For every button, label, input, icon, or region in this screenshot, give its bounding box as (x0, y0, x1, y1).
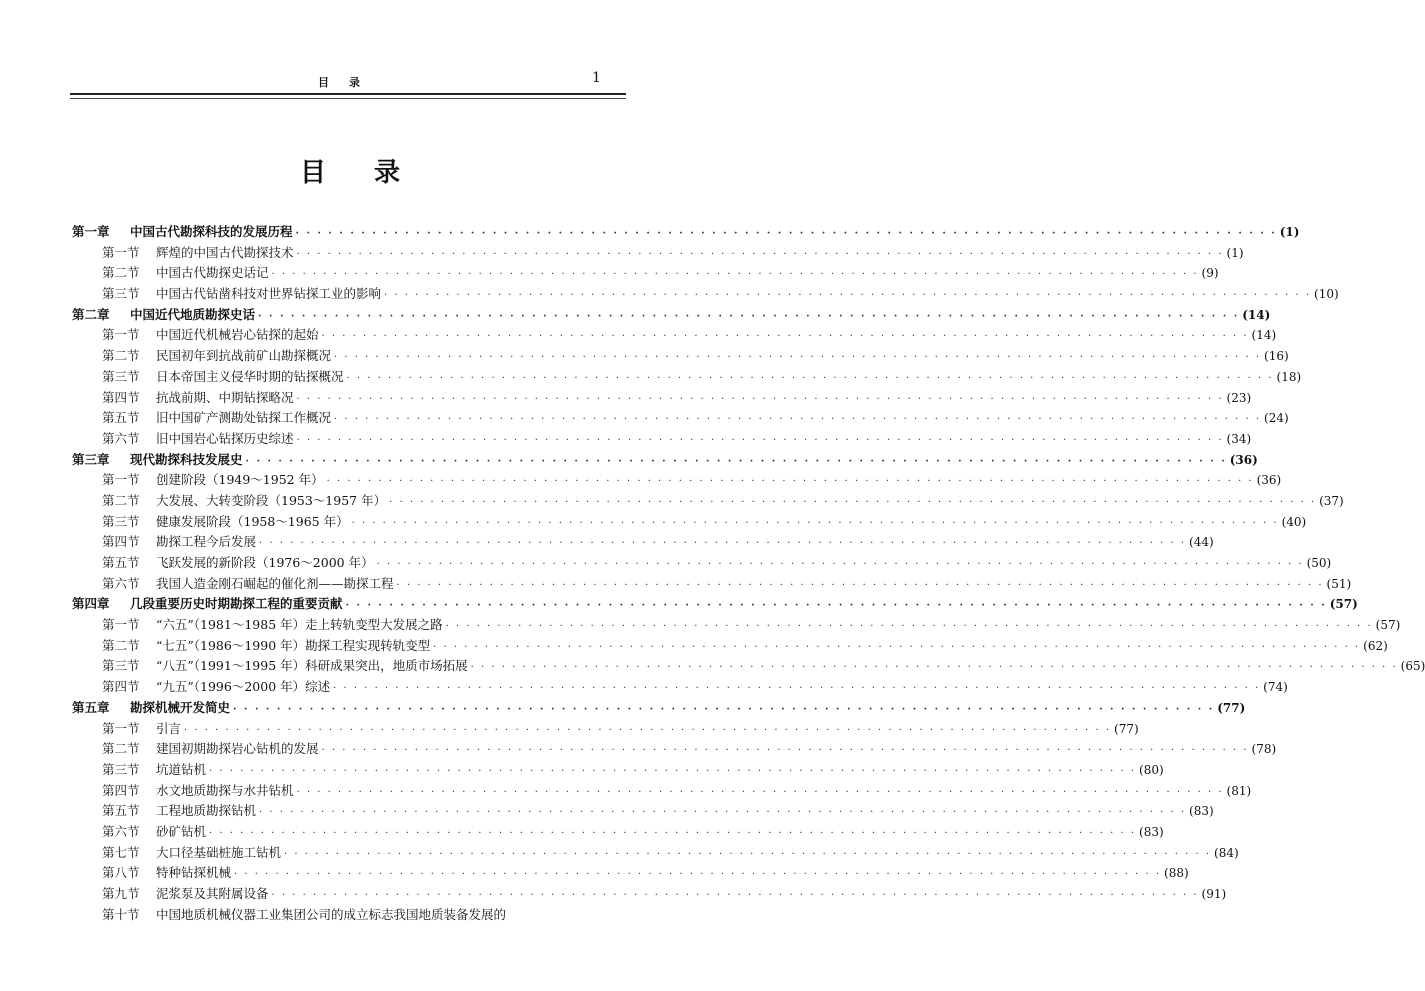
toc-entry-title: 辉煌的中国古代勘探技术 (156, 244, 294, 260)
dot-leader: · · · · · · · · · · · · · · · · · · · · · · · · · · · · · · · · · · · · · · · · · · · · · · · · · · · · · · · · · · · · · · · · · · · · · · · · · · · · · · · · · · · · · · · · · · (346, 372, 1274, 384)
toc-entry-number: 第一节 (102, 617, 140, 633)
toc-entry-title: 中国地质机械仪器工业集团公司的成立标志我国地质装备发展的 (156, 906, 507, 922)
dot-leader: · · · · · · · · · · · · · · · · · · · · · · · · · · · · · · · · · · · · · · · · · · · · · · · · · · · · · · · · · · · · · · · · · · · · · · · · · · · · · · · · · · · · · · · · · · (295, 228, 1277, 239)
toc-chapter-row[interactable] (72, 450, 1258, 471)
toc-entry-number: 第五节 (102, 410, 140, 426)
toc-entry-number: 第三章 (72, 451, 110, 467)
toc-page-number: (44) (1189, 535, 1214, 550)
dot-leader: · · · · · · · · · · · · · · · · · · · · · · · · · · · · · · · · · · · · · · · · · · · · · · · · · · · · · · · · · · · · · · · · · · · · · · · · · · · · · · · · · · · · · · · · · · (296, 434, 1224, 446)
page-title: 目 录 (299, 158, 401, 188)
toc-entry-number: 第八节 (102, 865, 140, 881)
toc-page-number: (57) (1329, 597, 1358, 612)
toc-section-row[interactable] (72, 822, 1164, 843)
toc-entry-title: 中国古代勘探史话记 (156, 265, 269, 281)
dot-leader: · · · · · · · · · · · · · · · · · · · · · · · · · · · · · · · · · · · · · · · · · · · · · · · · · · · · · · · · · · · · · · · · · · · · · · · · · · · · · · · · · · · · · · · · · · (389, 496, 1317, 508)
toc-page-number: (10) (1314, 287, 1339, 302)
toc-entry-title: 坑道钻机 (156, 761, 207, 777)
toc-section-row[interactable] (72, 739, 1277, 760)
toc-entry-title: 几段重要历史时期勘探工程的重要贡献 (130, 596, 343, 612)
toc-chapter-row[interactable] (72, 222, 1300, 243)
toc-entry-number: 第一节 (102, 327, 140, 343)
toc-page-number: (1) (1279, 225, 1300, 239)
toc-entry-number: 第七节 (102, 844, 140, 860)
toc-entry-number: 第六节 (102, 575, 140, 591)
toc-entry-title: 勘探工程今后发展 (156, 534, 257, 550)
dot-leader: · · · · · · · · · · · · · · · · · · · · · · · · · · · · · · · · · · · · · · · · · · · · · · · · · · · · · · · · · · · · · · · · · · · · · · · · · · · · · · · · · · · · · · · · · · (209, 827, 1137, 839)
toc-section-row[interactable] (72, 801, 1214, 822)
toc-entry-title: 健康发展阶段（1958～1965 年） (156, 513, 349, 529)
dot-leader: · · · · · · · · · · · · · · · · · · · · · · · · · · · · · · · · · · · · · · · · · · · · · · · · · · · · · · · · · · · · · · · · · · · · · · · · · · · · · · · · · · · · · · · · · · (396, 579, 1324, 591)
toc-entry-title: 大口径基础桩施工钻机 (156, 844, 282, 860)
toc-entry-title: 创建阶段（1949～1952 年） (156, 472, 324, 488)
dot-leader: · · · · · · · · · · · · · · · · · · · · · · · · · · · · · · · · · · · · · · · · · · · · · · · · · · · · · · · · · · · · · · · · · · · · · · · · · · · · · · · · · · · · · · · · · · (271, 269, 1199, 281)
dot-leader: · · · · · · · · · · · · · · · · · · · · · · · · · · · · · · · · · · · · · · · · · · · · · · · · · · · · · · · · · · · · · · · · · · · · · · · · · · · · · · · · · · · · · · · · · · (445, 621, 1373, 633)
toc-entry-number: 第五节 (102, 555, 140, 570)
toc-entry-number: 第二章 (72, 306, 110, 322)
dot-leader: · · · · · · · · · · · · · · · · · · · · · · · · · · · · · · · · · · · · · · · · · · · · · · · · · · · · · · · · · · · · · · · · · · · · · · · · · · · · · · · · · · · · · · · · · · (433, 641, 1361, 653)
running-title: 目 录 (318, 76, 362, 89)
toc-entry-number: 第四节 (102, 534, 140, 550)
toc-entry-number: 第三节 (102, 513, 140, 529)
dot-leader: · · · · · · · · · · · · · · · · · · · · · · · · · · · · · · · · · · · · · · · · · · · · · · · · · · · · · · · · · · · · · · · · · · · · · · · · · · · · · · · · · · · · · · · · · · (209, 765, 1137, 777)
toc-entry-title: 特种钻探机械 (156, 865, 232, 881)
dot-leader: · · · · · · · · · · · · · · · · · · · · · · · · · · · · · · · · · · · · · · · · · · · · · · · · · · · · · · · · · · · · · · · · · · · · · · · · · · · · · · · · · · · · · · · · · · (284, 848, 1212, 860)
toc-page-number: (57) (1375, 618, 1401, 633)
toc-section-row[interactable] (72, 367, 1302, 388)
toc-section-row[interactable] (72, 615, 1401, 636)
toc-section-row[interactable] (72, 781, 1252, 802)
toc-entry-title: 日本帝国主义侵华时期的钻探概况 (156, 368, 344, 384)
toc-section-row[interactable] (72, 656, 1425, 677)
toc-section-row[interactable] (72, 263, 1219, 284)
toc-entry-number: 第二节 (102, 348, 140, 364)
toc-page-number: (23) (1226, 390, 1252, 405)
toc-entry-title: 勘探机械开发简史 (130, 699, 231, 715)
toc-section-row[interactable] (72, 677, 1288, 698)
toc-entry-number: 第四章 (72, 596, 110, 612)
toc-entry-title: 砂矿钻机 (156, 823, 207, 839)
toc-page-number: (51) (1326, 576, 1352, 591)
toc-entry-title: 水文地质勘探与水井钻机 (156, 782, 294, 798)
toc-entry-title: 飞跃发展的新阶段（1976～2000 年） (156, 555, 374, 570)
toc-section-row[interactable] (72, 491, 1344, 512)
dot-leader: · · · · · · · · · · · · · · · · · · · · · · · · · · · · · · · · · · · · · · · · · · · · · · · · · · · · · · · · · · · · · · · · · · · · · · · · · · · · · · · · · · · · · · · · · · (258, 310, 1240, 322)
toc-entry-number: 第二节 (102, 265, 140, 281)
toc-entry-number: 第一节 (102, 472, 140, 488)
toc-section-row[interactable] (72, 636, 1388, 657)
dot-leader: · · · · · · · · · · · · · · · · · · · · · · · · · · · · · · · · · · · · · · · · · · · · · · · · · · · · · · · · · · · · · · · · · · · · · · · · · · · · · · · · · · · · · · · · · · (271, 890, 1199, 901)
toc-entry-title: “八五”（1991～1995 年）科研成果突出，地质市场拓展 (156, 658, 468, 674)
dot-leader: · · · · · · · · · · · · · · · · · · · · · · · · · · · · · · · · · · · · · · · · · · · · · · · · · · · · · · · · · · · · · · · · · · · · · · · · · · · · · · · · · · · · · · · · · · (321, 331, 1249, 343)
dot-leader: · · · · · · · · · · · · · · · · · · · · · · · · · · · · · · · · · · · · · · · · · · · · · · · · · · · · · · · · · · · · · · · · · · · · · · · · · · · · · · · · · · · · · · · · · · (384, 290, 1312, 302)
toc-page-number: (50) (1306, 556, 1332, 570)
toc-entry-title: “九五”（1996～2000 年）综述 (156, 679, 331, 695)
toc-entry-number: 第六节 (102, 430, 140, 446)
toc-entry-number: 第二节 (102, 637, 140, 653)
dot-leader: · · · · · · · · · · · · · · · · · · · · · · · · · · · · · · · · · · · · · · · · · · · · · · · · · · · · · · · · · · · · · · · · · · · · · · · · · · · · · · · · · · · · · · · · · · (233, 703, 1215, 715)
toc-entry-title: “六五”（1981～1985 年）走上转轨变型大发展之路 (156, 617, 443, 633)
dot-leader: · · · · · · · · · · · · · · · · · · · · · · · · · · · · · · · · · · · · · · · · · · · · · · · · · · · · · · · · · · · · · · · · · · · · · · · · · · · · · · · · · · · · · · · · · · (326, 476, 1254, 488)
toc-entry-title: 工程地质勘探钻机 (156, 803, 257, 819)
toc-section-row[interactable] (72, 843, 1239, 864)
dot-leader: · · · · · · · · · · · · · · · · · · · · · · · · · · · · · · · · · · · · · · · · · · · · · · · · · · · · · · · · · · · · · · · · · · · · · · · · · · · · · · · · · · · · · · · · · · (296, 248, 1224, 260)
toc-entry-number: 第一章 (72, 224, 110, 239)
toc-entry-title: 我国人造金刚石崛起的催化剂——勘探工程 (156, 575, 394, 591)
toc-entry-title: 建国初期勘探岩心钻机的发展 (156, 741, 319, 757)
dot-leader: · · · · · · · · · · · · · · · · · · · · · · · · · · · · · · · · · · · · · · · · · · · · · · · · · · · · · · · · · · · · · · · · · · · · · · · · · · · · · · · · · · · · · · · · · · (334, 352, 1262, 364)
toc-entry-number: 第二节 (102, 492, 140, 508)
toc-entry-number: 第五节 (102, 803, 140, 819)
toc-entry-title: 大发展、大转变阶段（1953～1957 年） (156, 492, 387, 508)
toc-section-row[interactable] (72, 884, 1227, 905)
toc-page-number: (84) (1214, 845, 1239, 860)
toc-entry-number: 第四节 (102, 679, 140, 695)
running-header (0, 70, 700, 90)
toc-section-row[interactable] (72, 408, 1289, 429)
toc-entry-title: 现代勘探科技发展史 (130, 451, 243, 467)
toc-entry-title: 旧中国岩心钻探历史综述 (156, 430, 294, 446)
toc-page-number: (36) (1256, 473, 1282, 488)
dot-leader: · · · · · · · · · · · · · · · · · · · · · · · · · · · · · · · · · · · · · · · · · · · · · · · · · · · · · · · · · · · · · · · · · · · · · · · · · · · · · · · · · · · · · · · · · · (345, 600, 1327, 612)
toc-section-row[interactable] (72, 243, 1244, 264)
toc-section-row[interactable] (72, 429, 1252, 450)
toc-page-number: (24) (1264, 411, 1289, 426)
dot-leader: · · · · · · · · · · · · · · · · · · · · · · · · · · · · · · · · · · · · · · · · · · · · · · · · · · · · · · · · · · · · · · · · · · · · · · · · · · · · · · · · · · · · · · · · · · (259, 807, 1187, 819)
toc-page-number: (91) (1201, 887, 1227, 901)
toc-page-number: (78) (1251, 742, 1277, 757)
toc-page-number: (34) (1226, 431, 1252, 446)
toc-entry-number: 第五章 (72, 699, 110, 715)
toc-section-row[interactable] (72, 760, 1164, 781)
dot-leader: · · · · · · · · · · · · · · · · · · · · · · · · · · · · · · · · · · · · · · · · · · · · · · · · · · · · · · · · · · · · · · · · · · · · · · · · · · · · · · · · · · · · · · · · · · (296, 393, 1224, 405)
toc-page-number: (62) (1363, 638, 1388, 653)
toc-entry-title: 民国初年到抗战前矿山勘探概况 (156, 348, 332, 364)
toc-section-row[interactable] (72, 512, 1307, 533)
toc-page-number: (14) (1242, 307, 1271, 322)
dot-leader: · · · · · · · · · · · · · · · · · · · · · · · · · · · · · · · · · · · · · · · · · · · · · · · · · · · · · · · · · · · · · · · · · · · · · · · · · · · · · · · · · · · · · · · · · · (259, 538, 1187, 550)
toc-entry-number: 第三节 (102, 368, 140, 384)
toc-page-number: (83) (1189, 804, 1214, 819)
toc-page-number: (36) (1229, 452, 1258, 467)
toc-section-row[interactable] (72, 553, 1332, 574)
toc-section-row[interactable] (72, 719, 1139, 740)
toc-page-number: (81) (1226, 783, 1252, 798)
toc-section-row[interactable] (72, 346, 1289, 367)
toc-page-number: (16) (1264, 349, 1289, 364)
toc-page-number: (1) (1226, 245, 1244, 260)
toc-entry-number: 第一节 (102, 720, 140, 736)
toc-page-number: (77) (1217, 700, 1246, 715)
toc-entry-number: 第三节 (102, 658, 140, 674)
dot-leader: · · · · · · · · · · · · · · · · · · · · · · · · · · · · · · · · · · · · · · · · · · · · · · · · · · · · · · · · · · · · · · · · · · · · · · · · · · · · · · · · · · · · · · · · · · (184, 724, 1112, 736)
dot-leader: · · · · · · · · · · · · · · · · · · · · · · · · · · · · · · · · · · · · · · · · · · · · · · · · · · · · · · · · · · · · · · · · · · · · · · · · · · · · · · · · · · · · · · · · · · (351, 517, 1279, 529)
toc-chapter-row[interactable] (72, 698, 1246, 719)
toc-page-number: (37) (1319, 493, 1344, 508)
toc-page-number: (40) (1281, 514, 1307, 529)
toc-page-number: (77) (1114, 721, 1139, 736)
toc-page-number: (80) (1139, 762, 1164, 777)
toc-section-row[interactable] (72, 863, 1189, 884)
toc-page-number: (88) (1164, 866, 1189, 881)
dot-leader: · · · · · · · · · · · · · · · · · · · · · · · · · · · · · · · · · · · · · · · · · · · · · · · · · · · · · · · · · · · · · · · · · · · · · · · · · · · · · · · · · · · · · · · · · · (470, 662, 1398, 674)
header-rule-thick (70, 93, 626, 95)
toc-entry-number: 第四节 (102, 782, 140, 798)
toc-chapter-row[interactable] (72, 594, 1358, 615)
toc-entry-number: 第四节 (102, 389, 140, 405)
toc-entry-title: 中国近代地质勘探史话 (130, 306, 256, 322)
toc-entry-title: “七五”（1986～1990 年）勘探工程实现转轨变型 (156, 637, 431, 653)
toc-entry-title: 引言 (156, 720, 182, 736)
toc-section-row[interactable] (72, 905, 624, 926)
toc-section-row[interactable] (72, 574, 1352, 595)
toc-entry-title: 中国古代钻凿科技对世界钻探工业的影响 (156, 286, 382, 302)
toc-entry-number: 第三节 (102, 761, 140, 777)
dot-leader: · · · · · · · · · · · · · · · · · · · · · · · · · · · · · · · · · · · · · · · · · · · · · · · · · · · · · · · · · · · · · · · · · · · · · · · · · · · · · · · · · · · · · · · · · · (245, 455, 1227, 467)
dot-leader: · · · · · · · · · · · · · · · · · · · · · · · · · · · · · · · · · · · · · · · · · · · · · · · · · · · · · · · · · · · · · · · · · · · · · · · · · · · · · · · · · · · · · · · · · · (234, 869, 1162, 881)
toc-page-number: (74) (1263, 680, 1288, 695)
toc-page-number: (18) (1276, 369, 1302, 384)
toc-page-number: (83) (1139, 824, 1164, 839)
toc-entry-number: 第六节 (102, 823, 140, 839)
dot-leader: · · · · · · · · · · · · · · · · · · · · · · · · · · · · · · · · · · · · · · · · · · · · · · · · · · · · · · · · · · · · · · · · · · · · · · · · · · · · · · · · · · · · · · · · · · (333, 683, 1261, 695)
toc-page-number: (65) (1400, 659, 1425, 674)
toc-chapter-row[interactable] (72, 305, 1271, 326)
toc-entry-number: 第二节 (102, 741, 140, 757)
toc-entry-title: 中国近代机械岩心钻探的起始 (156, 327, 319, 343)
dot-leader: · · · · · · · · · · · · · · · · · · · · · · · · · · · · · · · · · · · · · · · · · · · · · · · · · · · · · · · · · · · · · · · · · · · · · · · · · · · · · · · · · · · · · · · · · · (334, 414, 1262, 426)
table-of-contents (72, 222, 1425, 925)
toc-section-row[interactable] (72, 284, 1339, 305)
header-rule-thin (70, 98, 626, 99)
dot-leader: · · · · · · · · · · · · · · · · · · · · · · · · · · · · · · · · · · · · · · · · · · · · · · · · · · · · · · · · · · · · · · · · · · · · · · · · · · · · · · · · · · · · · · · · · · (296, 786, 1224, 798)
toc-entry-number: 第九节 (102, 886, 140, 901)
toc-page-number: (14) (1251, 328, 1277, 343)
toc-entry-number: 第三节 (102, 286, 140, 302)
toc-entry-title: 旧中国矿产测勘处钻探工作概况 (156, 410, 332, 426)
toc-entry-number: 第一节 (102, 244, 140, 260)
toc-section-row[interactable] (72, 470, 1282, 491)
toc-entry-number: 第十节 (102, 906, 140, 922)
page-number: 1 (592, 70, 601, 86)
dot-leader: · · · · · · · · · · · · · · · · · · · · · · · · · · · · · · · · · · · · · · · · · · · · · · · · · · · · · · · · · · · · · · · · · · · · · · · · · · · · · · · · · · · · · · · · · · (376, 559, 1304, 570)
toc-entry-title: 泥浆泵及其附属设备 (156, 886, 269, 901)
toc-section-row[interactable] (72, 388, 1252, 409)
dot-leader: · · · · · · · · · · · · · · · · · · · · · · · · · · · · · · · · · · · · · · · · · · · · · · · · · · · · · · · · · · · · · · · · · · · · · · · · · · · · · · · · · · · · · · · · · · (321, 745, 1249, 757)
toc-entry-title: 中国古代勘探科技的发展历程 (130, 224, 293, 239)
toc-entry-title: 抗战前期、中期钻探略况 (156, 389, 294, 405)
toc-section-row[interactable] (72, 325, 1277, 346)
toc-page-number: (9) (1201, 266, 1219, 281)
toc-section-row[interactable] (72, 532, 1214, 553)
